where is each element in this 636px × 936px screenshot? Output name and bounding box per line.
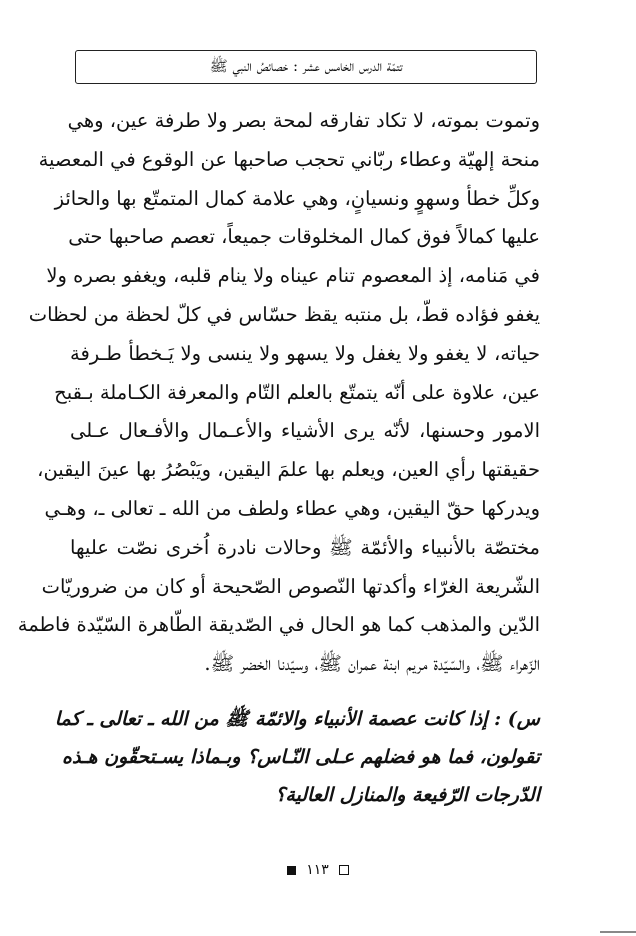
body-paragraph <box>17 102 540 684</box>
body-line: وتموت بموته، لا تكاد تفارقه لمحة بصر ولا طرفة عين، وهي <box>67 109 540 132</box>
body-line: عين، علاوة على أنّه يتمتّع بالعلم التّام والمعرفة الكـاملة بـقبح <box>54 380 540 404</box>
running-header <box>75 50 537 84</box>
question-line: تقولون، فما هو فضلهم عـلى النّـاس؟ وبـماذا يسـتحقّون هـذه <box>62 746 540 768</box>
body-line: منحة إلهيّة وعطاء ربّاني تحجب صاحبها عن الوقوع في المعصية <box>38 147 540 171</box>
question-line: الدّرجات الرّفيعة والمنازل العالية؟ <box>275 784 540 806</box>
body-line: حياته، لا يغفو ولا يغفل ولا يسهو ولا ينسى ولا يَـخطأ طـرفة <box>70 341 540 365</box>
body-line: في مَنامه، إذ المعصوم تنام عيناه ولا ينام قلبه، ويغفو بصره ولا <box>46 264 540 288</box>
body-line: الامور وحسنها، لأنّه يرى الأشياء والأعـمال والأفـعال عـلى <box>70 419 540 443</box>
body-line: مختصّة بالأنبياء والأئمّة ﷺ وحالات نادرة اُخرى نصّت عليها <box>70 535 540 559</box>
body-line: الشّريعة الغرّاء وأكدتها النّصوص الصّحيحة أو كان من ضروريّات <box>41 574 540 598</box>
body-line: وكلِّ خطأ وسهوٍ ونسيانٍ، وهي علامة كمال المتمتّع بها والحائز <box>54 186 540 210</box>
body-line: يغفو فؤاده قطّ، بل منتبه يقظ حسّاس في كلّ لحظة من لحظات <box>28 302 540 326</box>
question-line: س) : إذا كانت عصمة الأنبياء والائمّة ﷺ من الله ـ تعالى ـ كما <box>54 708 540 730</box>
filled-square-icon <box>287 866 296 875</box>
body-line: حقيقتها رأي العين، ويعلم بها علمَ اليقين، ويَبْصُرُ بها عينَ اليقين، <box>37 458 540 482</box>
empty-square-icon <box>339 865 349 875</box>
page-number: ١١٣ <box>306 862 329 878</box>
header-title: تتمّة الدرس الخامس عشر : خصائصُ النبي ﷺ <box>209 57 403 75</box>
body-line: عليها كمالاً فوق كمال المخلوقات جميعاً، تعصم صاحبها حتى <box>68 225 540 249</box>
body-line: الزّهراء ﷺ، والسّيّدة مريم ابنة عمران ﷺ، وسيّدنا الخضر ﷺ. <box>204 652 540 676</box>
scan-edge-mark <box>600 931 636 933</box>
body-line: ويدركها حقّ اليقين، وهي عطاء ولطف من الله ـ تعالى ـ، وهـي <box>44 496 540 520</box>
page-footer <box>0 862 636 878</box>
body-line: الدّين والمذهب كما هو الحال في الصّديقة الطّاهرة السّيّدة فاطمة <box>17 613 540 637</box>
question-block <box>54 700 540 814</box>
